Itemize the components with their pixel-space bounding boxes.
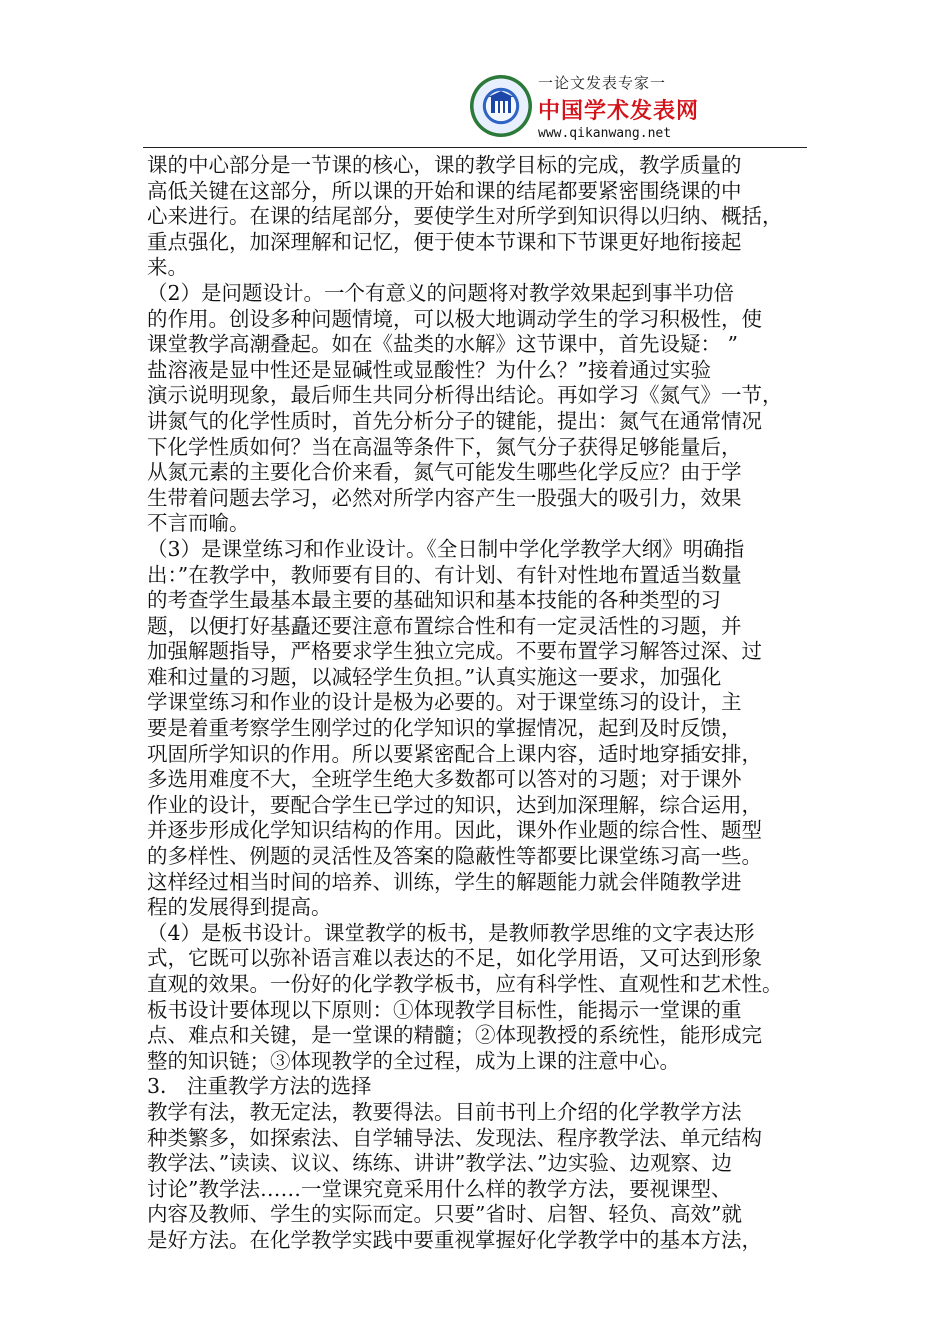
text-line: 点、难点和关键，是一堂课的精髓；②体现教授的系统性，能形成完 [147,1023,762,1048]
text-line: 板书设计要体现以下原则：①体现教学目标性，能揭示一堂课的重 [147,997,742,1022]
text-line: 心来进行。在课的结尾部分，要使学生对所学到知识得以归纳、概括， [147,204,783,229]
text-line: 难和过量的习题，以减轻学生负担。”认真实施这一要求，加强化 [147,664,722,689]
text-line: 课的中心部分是一节课的核心，课的教学目标的完成，教学质量的 [147,153,742,177]
text-line: 程的发展得到提高。 [147,895,332,920]
seal-emblem-icon [470,75,532,137]
text-line: 是好方法。在化学教学实践中要重视掌握好化学教学中的基本方法， [147,1227,762,1252]
logo-tagline: 一论文发表专家一 [538,73,667,92]
logo-text [538,72,699,141]
text-line: 内容及教师、学生的实际而定。只要”省时、启智、轻负、高效”就 [147,1202,742,1227]
text-line: 演示说明现象，最后师生共同分析得出结论。再如学习《氮气》一节， [147,383,783,408]
text-line: 并逐步形成化学知识结构的作用。因此，课外作业题的综合性、题型 [147,818,762,843]
header-divider [143,147,807,148]
text-line: 出：”在教学中，教师要有目的、有计划、有针对性地布置适当数量 [147,562,742,587]
logo-site-name: 中国学术发表网 [538,98,700,124]
text-line: 从氮元素的主要化合价来看，氮气可能发生哪些化学反应？由于学 [147,460,742,485]
text-line: 巩固所学知识的作用。所以要紧密配合上课内容，适时地穿插安排， [147,741,762,766]
text-line: 这样经过相当时间的培养、训练，学生的解题能力就会伴随教学进 [147,869,742,894]
text-line: 要是着重考察学生刚学过的化学知识的掌握情况，起到及时反馈， [147,716,742,741]
text-line: 高低关键在这部分，所以课的开始和课的结尾都要紧密围绕课的中 [147,178,742,203]
text-line: 多选用难度不大，全班学生绝大多数都可以答对的习题；对于课外 [147,767,742,792]
text-line: 的考查学生最基本最主要的基础知识和基本技能的各种类型的习 [147,588,721,613]
text-line: 教学法、”读读、议议、练练、讲讲”教学法、”边实验、边观察、边 [147,1151,732,1176]
text-line: 下化学性质如何？当在高温等条件下，氮气分子获得足够能量后， [147,434,742,459]
logo-url: www.qikanwang.net [538,125,672,141]
text-line: 整的知识链；③体现教学的全过程，成为上课的注意中心。 [147,1048,680,1073]
site-logo[interactable] [470,68,700,144]
text-line: 讲氮气的化学性质时，首先分析分子的键能，提出：氮气在通常情况 [147,408,762,433]
text-line: 教学有法，教无定法，教要得法。目前书刊上介绍的化学教学方法 [147,1099,742,1124]
article-body [147,153,802,1254]
text-line: 作业的设计，要配合学生已学过的知识，达到加深理解，综合运用， [147,792,762,817]
text-line: 直观的效果。一份好的化学教学板书，应有科学性、直观性和艺术性。 [147,972,783,996]
text-line: 式，它既可以弥补语言难以表达的不足，如化学用语，又可达到形象 [147,946,762,971]
text-line: 来。 [147,255,188,280]
text-line: 讨论”教学法……一堂课究竟采用什么样的教学方法，要视课型、 [147,1176,732,1201]
text-line: 3． 注重教学方法的选择 [147,1074,372,1099]
text-line: 生带着问题去学习，必然对所学内容产生一股强大的吸引力，效果 [147,485,742,510]
text-line: （3）是课堂练习和作业设计。《全日制中学化学教学大纲》明确指 [147,536,745,561]
text-line: 的多样性、例题的灵活性及答案的隐蔽性等都要比课堂练习高一些。 [147,844,762,869]
text-line: （2）是问题设计。一个有意义的问题将对教学效果起到事半功倍 [147,280,735,305]
text-line: 题，以便打好基矗还要注意布置综合性和有一定灵活性的习题，并 [147,613,742,638]
text-line: 盐溶液是显中性还是显碱性或显酸性？为什么？”接着通过实验 [147,357,711,382]
text-line: 重点强化，加深理解和记忆，便于使本节课和下节课更好地衔接起 [147,229,742,254]
text-line: 课堂教学高潮叠起。如在《盐类的水解》这节课中，首先设疑： ” [147,332,738,357]
text-line: 学课堂练习和作业的设计是极为必要的。对于课堂练习的设计，主 [147,690,742,715]
text-line: 加强解题指导，严格要求学生独立完成。不要布置学习解答过深、过 [147,639,762,664]
text-line: 不言而喻。 [147,511,250,536]
text-line: 种类繁多，如探索法、自学辅导法、发现法、程序教学法、单元结构 [147,1125,762,1150]
text-line: 的作用。创设多种问题情境，可以极大地调动学生的学习积极性，使 [147,306,762,331]
text-line: （4）是板书设计。课堂教学的板书，是教师教学思维的文字表达形 [147,920,755,945]
